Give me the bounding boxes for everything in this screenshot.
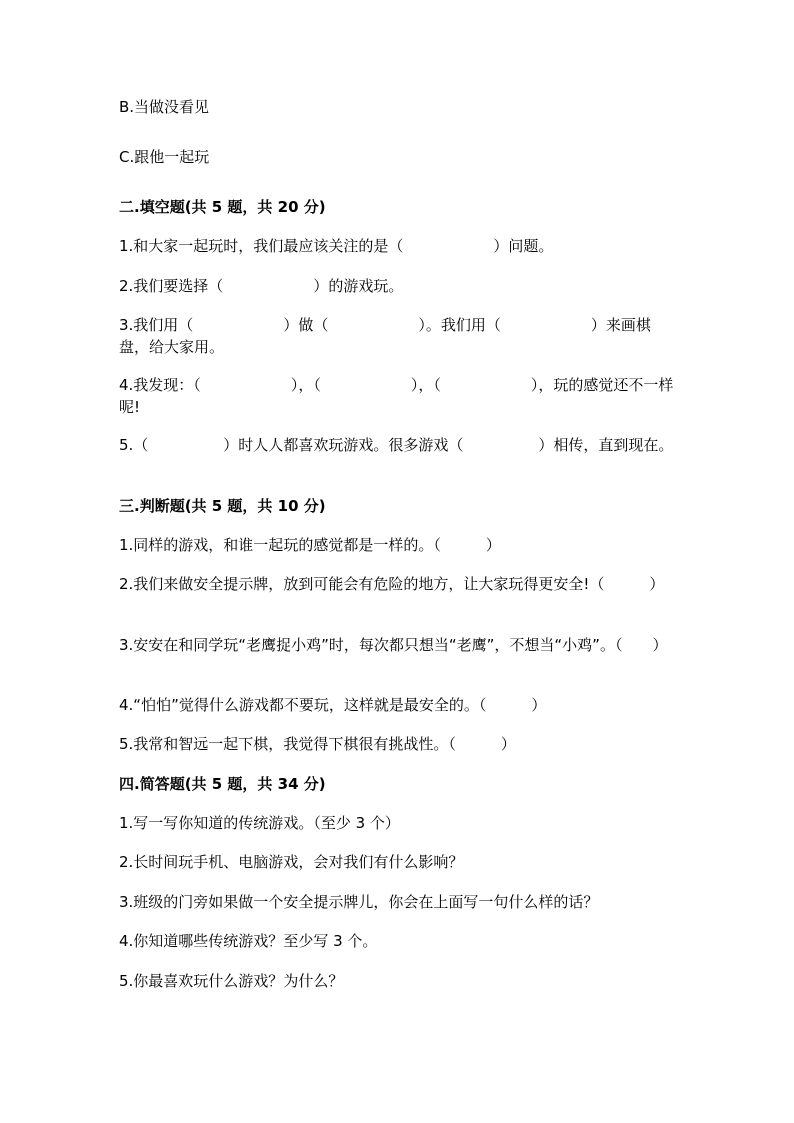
- short-question-2: 2.长时间玩手机、电脑游戏，会对我们有什么影响？: [119, 853, 464, 871]
- fill-question-5: 5.（ ）时人人都喜欢玩游戏。很多游戏（ ）相传，直到现在。: [119, 436, 674, 454]
- judge-question-1: 1.同样的游戏，和谁一起玩的感觉都是一样的。（ ）: [119, 536, 501, 554]
- option-b: B.当做没看见: [119, 98, 210, 116]
- judge-question-4: 4.“怕怕”觉得什么游戏都不要玩，这样就是最安全的。（ ）: [119, 696, 547, 714]
- short-question-3: 3.班级的门旁如果做一个安全提示牌儿，你会在上面写一句什么样的话？: [119, 893, 599, 911]
- section-4-heading: 四.简答题(共 5 题，共 34 分): [119, 775, 326, 793]
- section-3-heading: 三.判断题(共 5 题，共 10 分): [119, 497, 326, 515]
- section-2-heading: 二.填空题(共 5 题，共 20 分): [119, 198, 326, 216]
- judge-question-2: 2.我们来做安全提示牌，放到可能会有危险的地方，让大家玩得更安全!（ ）: [119, 575, 665, 593]
- fill-question-4: 4.我发现：（ ），（ ），（ ），玩的感觉还不一样呢!: [119, 376, 674, 416]
- fill-question-1: 1.和大家一起玩时，我们最应该关注的是（ ）问题。: [119, 237, 554, 255]
- option-c: C.跟他一起玩: [119, 148, 210, 166]
- short-question-5: 5.你最喜欢玩什么游戏？为什么？: [119, 972, 344, 990]
- judge-question-5: 5.我常和智远一起下棋，我觉得下棋很有挑战性。（ ）: [119, 735, 516, 753]
- fill-question-2: 2.我们要选择（ ）的游戏玩。: [119, 277, 404, 295]
- fill-question-3: 3.我们用（ ）做（ ）。我们用（ ）来画棋盘，给大家用。: [119, 316, 651, 356]
- short-question-4: 4.你知道哪些传统游戏？至少写 3 个。: [119, 932, 378, 950]
- short-question-1: 1.写一写你知道的传统游戏。（至少 3 个）: [119, 814, 400, 832]
- judge-question-3: 3.安安在和同学玩“老鹰捉小鸡”时，每次都只想当“老鹰”，不想当“小鸡”。（ ）: [119, 636, 668, 654]
